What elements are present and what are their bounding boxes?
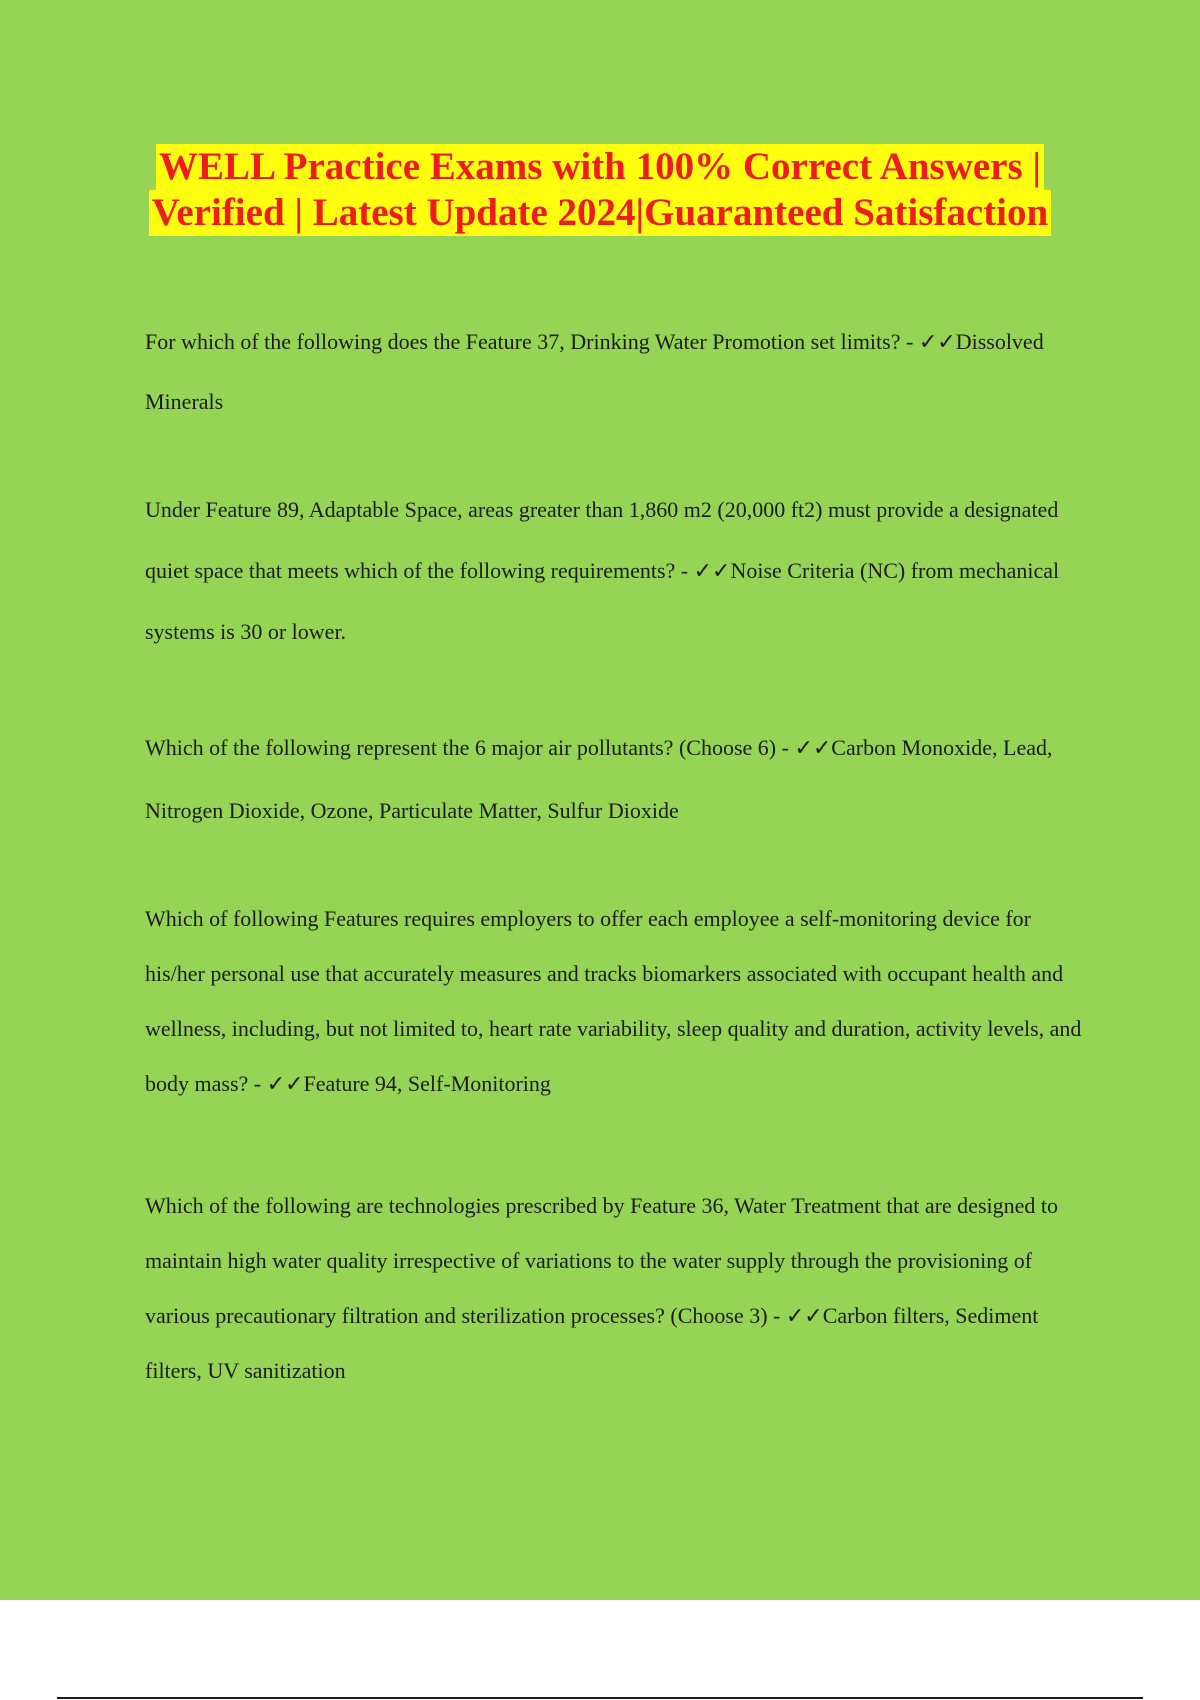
- answer-text: ✓✓Noise Criteria (NC) from mechanical systems is 30 or lower.: [145, 558, 1060, 644]
- question-text: Which of following Features requires employers to offer each employee a self-monitoring device for his/her personal use that accurately measures and tracks biomarkers associated with occupant health and wellness, including, but not limited to, heart rate variability, sleep quality and duration, activity levels, and body mass? -: [145, 906, 1082, 1096]
- answer-text: ✓✓Dissolved Minerals: [145, 329, 1044, 414]
- question-text: Which of the following represent the 6 major air pollutants? (Choose 6) -: [145, 735, 789, 760]
- question-text: For which of the following does the Feature 37, Drinking Water Promotion set limits? -: [145, 329, 914, 354]
- question-text: Which of the following are technologies prescribed by Feature 36, Water Treatment that are designed to maintain high water quality irrespective of variations to the water supply through the provisioning of various precautionary filtration and sterilization processes? (Choose 3) -: [145, 1193, 1058, 1328]
- title-line-1: WELL Practice Exams with 100% Correct Answers |: [156, 144, 1044, 190]
- document-title: [0, 144, 1200, 236]
- qa-item-4: [145, 891, 1095, 1111]
- title-line-2: Verified | Latest Update 2024|Guaranteed Satisfaction: [149, 190, 1051, 236]
- qa-item-5: [145, 1178, 1095, 1398]
- qa-item-2: [145, 479, 1095, 662]
- answer-text: ✓✓Carbon filters, Sediment filters, UV sanitization: [145, 1303, 1039, 1383]
- footer-divider: [57, 1697, 1143, 1699]
- question-text: Under Feature 89, Adaptable Space, areas greater than 1,860 m2 (20,000 ft2) must provide a designated quiet space that meets which of the following requirements? -: [145, 497, 1059, 583]
- answer-text: ✓✓Carbon Monoxide, Lead, Nitrogen Dioxide, Ozone, Particulate Matter, Sulfur Dioxide: [145, 735, 1053, 823]
- qa-item-1: [145, 312, 1095, 432]
- qa-item-3: [145, 716, 1095, 842]
- answer-text: ✓✓Feature 94, Self-Monitoring: [266, 1071, 551, 1096]
